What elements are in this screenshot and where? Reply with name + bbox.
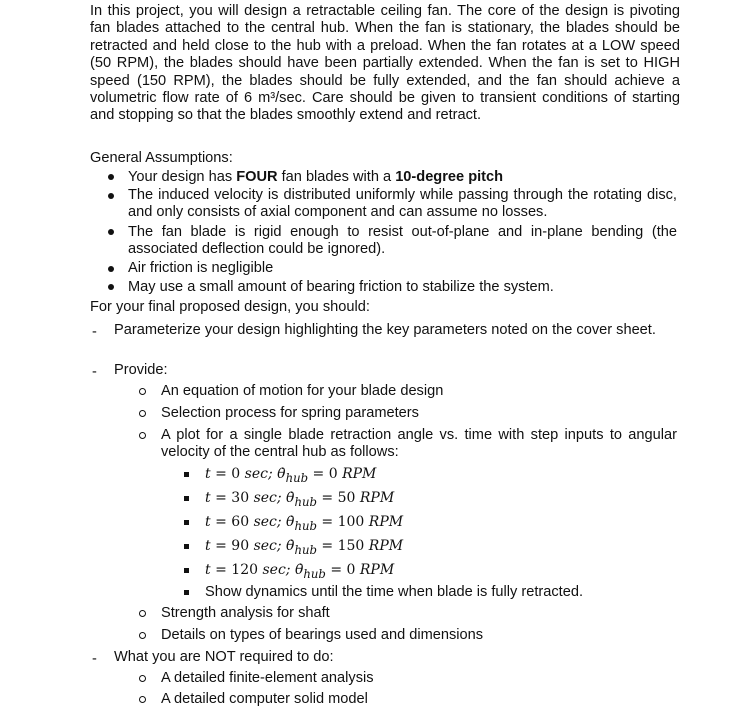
dash-marker: -: [92, 324, 97, 340]
step-input-4: t = 90 sec; $\thetȧ_{hub} = 150$ RPM: [205, 538, 404, 557]
circle-bullet-icon: [139, 410, 146, 417]
dash-marker: -: [92, 364, 97, 380]
circle-bullet-icon: [139, 610, 146, 617]
bullet-icon: [108, 174, 114, 180]
square-bullet-icon: [184, 590, 189, 595]
assumption-item-3: The fan blade is rigid enough to resist out-of-plane and in-plane bending (the associated deflection could be ignored).: [128, 224, 677, 258]
assumption-1-bold-pitch: 10-degree pitch: [395, 169, 504, 185]
circle-bullet-icon: [139, 696, 146, 703]
assumption-item-4: Air friction is negligible: [128, 260, 274, 276]
assumption-1-text: Your design has: [128, 169, 237, 185]
intro-paragraph: In this project, you will design a retractable ceiling fan. The core of the design is pivoting fan blades attached to the central hub. When the fan is stationary, the blades should be retracted and held close to the hub with a preload. When the fan rotates at a LOW speed (50 RPM), the blades should have been partially extended. When the fan is set to HIGH speed (150 RPM), the blades should be fully extended, and the fan should achieve a volumetric flow rate of 6 m³/sec. Care should be given to transient conditions of starting and stopping so that the blades smoothly extend and retract.: [90, 3, 680, 124]
not-required-heading: What you are NOT required to do:: [114, 649, 334, 665]
dash-marker: -: [92, 651, 97, 667]
circle-bullet-icon: [139, 675, 146, 682]
bearing-details: Details on types of bearings used and dimensions: [161, 627, 484, 643]
square-bullet-icon: [184, 568, 189, 573]
assumption-1-text-mid: fan blades with a: [277, 169, 396, 185]
bullet-icon: [108, 229, 114, 235]
assumptions-heading: General Assumptions:: [90, 150, 233, 166]
circle-bullet-icon: [139, 388, 146, 395]
step-input-5: t = 120 sec; $\thetȧ_{hub} = 0$ RPM: [205, 562, 395, 581]
show-dynamics: Show dynamics until the time when blade is fully retracted.: [205, 584, 583, 600]
bullet-icon: [108, 266, 114, 272]
strength-analysis: Strength analysis for shaft: [161, 605, 330, 621]
not-required-cad: A detailed computer solid model: [161, 691, 368, 707]
provide-eom: An equation of motion for your blade design: [161, 383, 444, 399]
assumption-item-1: [128, 169, 503, 186]
assumption-1-bold-count: FOUR: [236, 169, 278, 185]
circle-bullet-icon: [139, 432, 146, 439]
not-required-fea: A detailed finite-element analysis: [161, 670, 374, 686]
square-bullet-icon: [184, 544, 189, 549]
step-input-3: t = 60 sec; $\thetȧ_{hub} = 100$ RPM: [205, 514, 404, 533]
step-input-2: t = 30 sec; $\thetȧ_{hub} = 50$ RPM: [205, 490, 395, 509]
assumption-item-5: May use a small amount of bearing friction to stabilize the system.: [128, 279, 554, 295]
bullet-icon: [108, 193, 114, 199]
circle-bullet-icon: [139, 632, 146, 639]
provide-plot: A plot for a single blade retraction angle vs. time with step inputs to angular velocity of the central hub as follows:: [161, 427, 677, 461]
square-bullet-icon: [184, 496, 189, 501]
provide-item: Provide:: [114, 362, 168, 378]
square-bullet-icon: [184, 472, 189, 477]
design-heading: For your final proposed design, you should:: [90, 299, 370, 315]
provide-spring: Selection process for spring parameters: [161, 405, 419, 421]
step-input-1: t = 0 sec; $\thetȧ_{hub} = 0$ RPM: [205, 466, 377, 485]
assumption-item-2: The induced velocity is distributed uniformly while passing through the rotating disc, and only consists of axial component and can assume no losses.: [128, 187, 677, 221]
bullet-icon: [108, 284, 114, 290]
square-bullet-icon: [184, 520, 189, 525]
parameterize-item: Parameterize your design highlighting the key parameters noted on the cover sheet.: [114, 322, 656, 338]
